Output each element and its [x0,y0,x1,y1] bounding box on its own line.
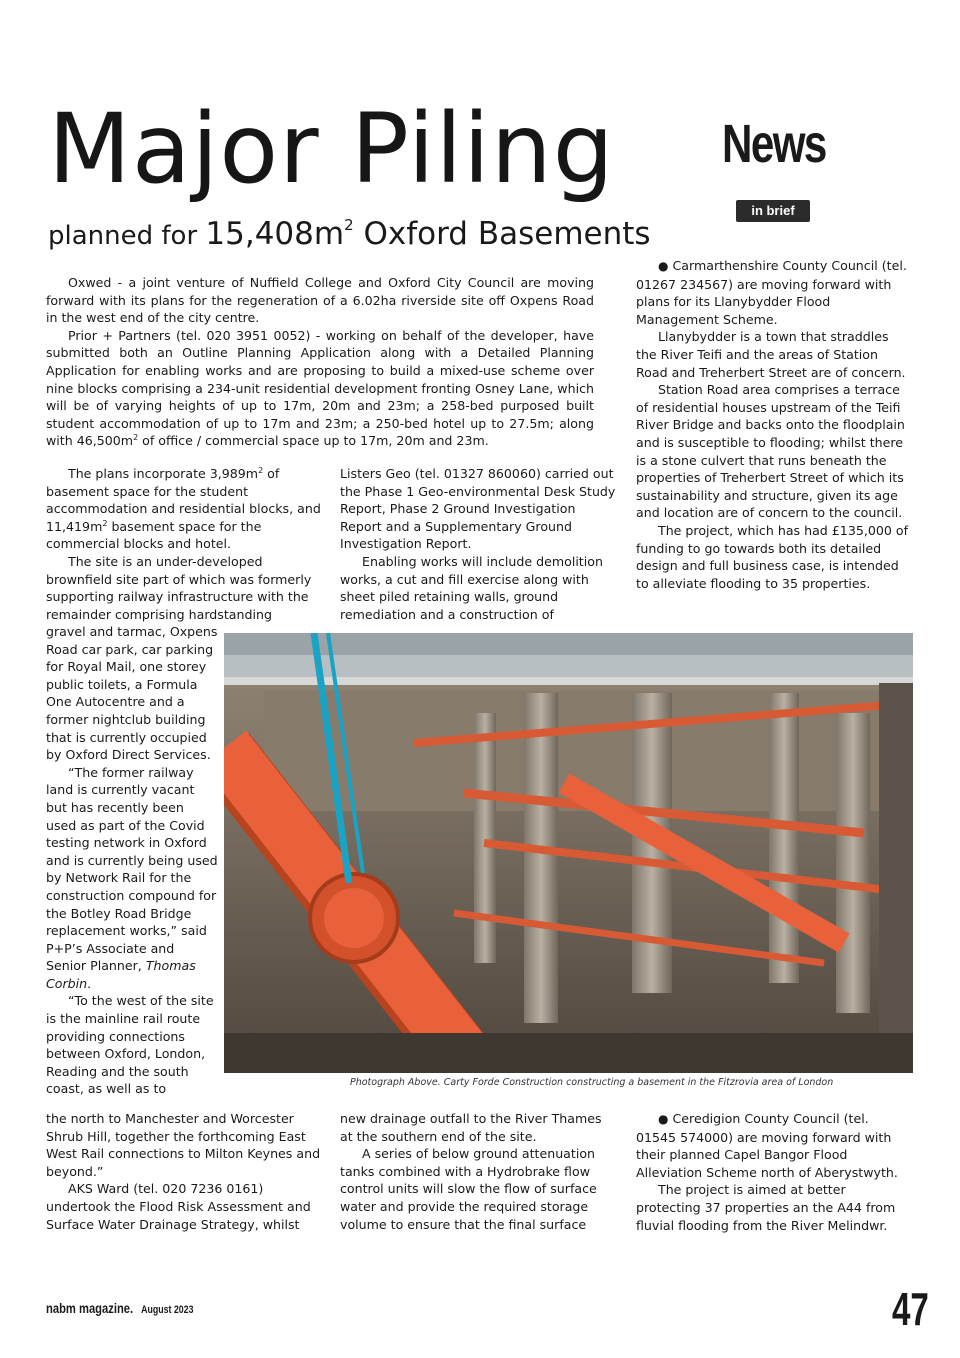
brief2-p1-text: Ceredigion County Council (tel. 01545 574000) are moving forward with their planned Capel Bangor Flood Alleviation Scheme north of Aberystwyth. [636,1111,898,1180]
issue-date: August 2023 [141,1304,194,1316]
subheadline [48,214,651,256]
intro-p2-end: of office / commercial space up to 17m, 20m and 23m. [138,433,489,449]
pile [474,713,496,963]
pile [836,713,870,1013]
col1-paragraph-4: “To the west of the site is the mainline rail route providing connections between Oxford, London, Reading and the south coast, as well as to [46,993,214,1097]
pit-floor [224,1033,913,1073]
col1-paragraph-2-cont: gravel and tarmac, Oxpens Road car park, car parking for Royal Mail, one storey public toilets, a Formula One Autocentre and a former nightclub building that is currently occupied by Oxford Direct Services. [46,624,218,763]
news-brief-2 [636,1110,912,1234]
col1-paragraph-5: AKS Ward (tel. 020 7236 0161) undertook the Flood Risk Assessment and Surface Water Drainage Strategy, whilst [46,1181,311,1232]
col1-p1-a: The plans incorporate 3,989m [68,466,259,481]
section-tag: in brief [736,200,810,222]
col1-p1-sup2: 2 [102,518,108,528]
column-1-top [46,465,324,623]
col1-p3-end: . [87,975,92,991]
barrier [224,677,913,685]
col1-p1-c: basement space for the commercial blocks and hotel. [46,518,262,552]
headline: Major Piling [48,93,615,205]
intro-p2-sup: 2 [133,433,139,443]
column-1-bottom [46,1110,324,1233]
bullet-icon: ● [658,259,669,273]
column-2-bottom [340,1110,618,1233]
col2-paragraph-2-cont: new drainage outfall to the River Thames at the southern end of the site. [340,1111,602,1144]
brief2-paragraph-2: The project is aimed at better protecting 37 properties an the A44 from fluvial flooding from the River Melindwr. [636,1182,896,1233]
brief1-paragraph-4: The project, which has had £135,000 of funding to go towards both its detailed design and full business case, is intended to alleviate flooding to 35 properties. [636,522,909,591]
pipe-flange-inner [324,888,384,948]
article-intro [46,274,594,450]
photo-illustration [224,633,913,1073]
news-brief-1 [636,257,912,592]
pile [769,693,799,983]
column-1-narrow [46,623,218,1098]
column-2-top [340,465,618,623]
brief1-paragraph-2: Llanybydder is a town that straddles the River Teifi and the areas of Station Road and Treherbert Street are of concern. [636,329,906,380]
photo-caption: Photograph Above. Carty Forde Construction constructing a basement in the Fitzrovia area of London [350,1077,834,1088]
col2-paragraph-1: Listers Geo (tel. 01327 860060) carried out the Phase 1 Geo-environmental Desk Study Report, Phase 2 Ground Investigation Report and a Supplementary Ground Investigation Report. [340,466,616,552]
subhead-suffix: Oxford Basements [353,216,651,252]
col1-p1-sup1: 2 [258,466,264,475]
col1-paragraph-1 [46,465,324,553]
col1-p1-b: of basement space for the student accommodation and residential blocks, and 11,419m [46,466,321,534]
section-title: News [722,114,826,174]
brief2-paragraph-1 [636,1110,912,1181]
intro-p2-text: Prior + Partners (tel. 020 3951 0052) - working on behalf of the developer, have submitted both an Outline Planning Application along with a Detailed Planning Application for enabling works and are proposing to build a mixed-use scheme over nine blocks comprising a 234-unit residential development fronting Osney Lane, which will be of varying heights of up to 17m, 20m and 23m; a 258-bed purposed built student accommodation of up to 17m and 23m; a 250-bed hotel up to 27.5m; along with 46,500m [46,327,594,449]
brief1-paragraph-1 [636,257,912,328]
intro-paragraph-1: Oxwed - a joint venture of Nuffield College and Oxford City Council are moving forward with its plans for the regeneration of a 6.02ha riverside site off Oxpens Road in the west end of the city centre. [46,275,594,326]
col1-paragraph-2: The site is an under-developed brownfield site part of which was formerly supporting railway infrastructure with the remainder comprising hardstanding [46,553,312,622]
construction-photo [224,633,913,1073]
pile [524,693,558,1023]
brief1-p1-text: Carmarthenshire County Council (tel. 01267 234567) are moving forward with plans for its Llanybydder Flood Management Scheme. [636,258,907,327]
subhead-sup: 2 [344,216,354,234]
col1-p3-name: Thomas Corbin [46,958,196,991]
col1-paragraph-3 [46,764,218,993]
col1-p3-text: “The former railway land is currently vacant but has recently been used as part of the Covid testing network in Oxford and is currently being used by Network Rail for the construction compound for the Botley Road Bridge replacement works,” said P+P’s Associate and Senior Planner, [46,764,218,974]
col2-paragraph-2: Enabling works will include demolition works, a cut and fill exercise along with sheet piled retaining walls, ground remediation and a construction of [340,553,603,622]
subhead-prefix: planned for [48,221,206,251]
intro-paragraph-2 [46,327,594,450]
subhead-number: 15,408m [205,216,345,252]
brief1-paragraph-3: Station Road area comprises a terrace of residential houses upstream of the Teifi River Bridge and backs onto the floodplain and is susceptible to flooding; whilst there is a stone culvert that runs beneath the properties of Treherbert Street of which its sustainability and structure, given its age and location are of concern to the council. [636,382,905,521]
magazine-name: nabm magazine. [46,1300,134,1316]
pit-side-wall [879,683,913,1073]
col2-paragraph-3: A series of below ground attenuation tanks combined with a Hydrobrake flow control units will slow the flow of surface water and provide the required storage volume to ensure that the final surface [340,1146,597,1232]
page-number: 47 [892,1283,929,1335]
col1-paragraph-4-cont: the north to Manchester and Worcester Shrub Hill, together the forthcoming East West Rail connections to Milton Keynes and beyond.” [46,1111,321,1179]
footer-magazine [46,1300,193,1316]
bullet-icon: ● [658,1112,669,1126]
